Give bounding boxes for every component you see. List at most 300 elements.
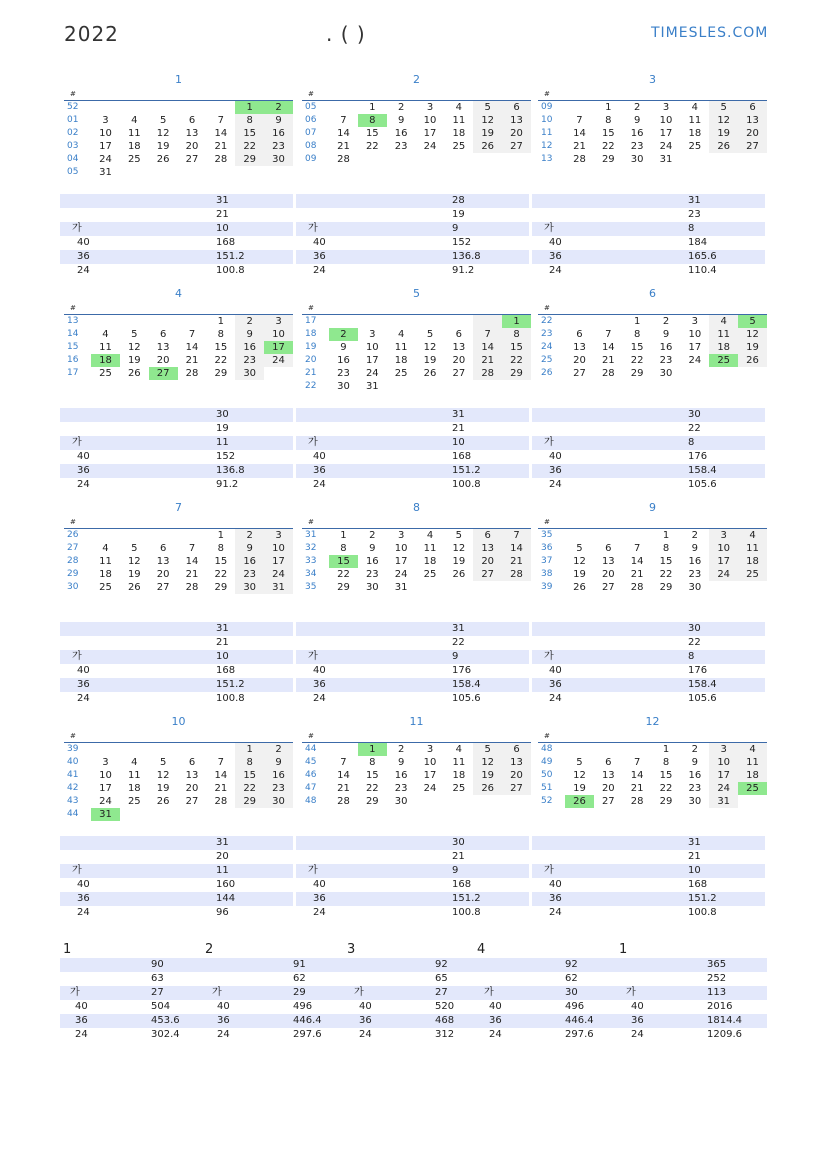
day-cell: [120, 101, 149, 114]
day-cell: 21: [214, 783, 228, 794]
summary-row: [60, 972, 202, 986]
day-cell: 30: [688, 582, 702, 593]
day-cell: 10: [99, 128, 112, 139]
day-cell: 2: [662, 316, 670, 327]
stats-row: [532, 450, 765, 464]
week-row: [64, 354, 293, 367]
stats-value: 22: [688, 423, 701, 434]
day-cell: 18: [688, 128, 702, 139]
stats-row: [296, 478, 529, 492]
stats-value: 31: [216, 623, 229, 634]
day-cell: 15: [365, 770, 379, 781]
day-cell: 11: [452, 115, 466, 126]
stats-value: 151.2: [452, 465, 481, 476]
month-title: 7: [175, 501, 182, 514]
week-row: [302, 756, 531, 769]
day-cell: 9: [369, 543, 376, 554]
stats-row: [60, 478, 293, 492]
day-cell: 12: [127, 342, 141, 353]
week-number: 34: [305, 569, 317, 579]
day-cell: 13: [156, 556, 170, 567]
quarter-summary: [344, 942, 474, 1042]
day-cell: 18: [127, 783, 141, 794]
month-days-grid: [64, 743, 293, 821]
stats-value: 19: [452, 209, 465, 220]
day-cell: 26: [738, 354, 767, 367]
summary-value: 27: [435, 987, 448, 998]
day-cell: [387, 380, 416, 393]
month-days-grid: [302, 315, 531, 393]
week-row: [64, 127, 293, 140]
day-cell: 14: [185, 342, 199, 353]
day-cell: 11: [688, 115, 702, 126]
stats-value: 158.4: [452, 679, 481, 690]
week-number: 30: [67, 582, 79, 592]
summary-value: 2016: [707, 1001, 733, 1012]
stats-value: 105.6: [688, 479, 717, 490]
day-cell: 21: [601, 355, 615, 366]
day-cell: 28: [337, 154, 350, 165]
day-cell: 20: [738, 127, 767, 140]
week-row: [302, 782, 531, 795]
summary-row: [344, 1028, 474, 1042]
brand-link[interactable]: TIMESLES.COM: [651, 25, 769, 41]
month-title: 9: [649, 501, 656, 514]
day-cell: 27: [502, 140, 531, 153]
day-cell: [329, 315, 358, 328]
summary-label: 36: [217, 1015, 230, 1026]
day-cell: 12: [156, 128, 170, 139]
day-cell: [502, 795, 531, 808]
day-cell: 3: [426, 744, 434, 755]
day-cell: 30: [394, 796, 408, 807]
day-cell: 9: [397, 115, 405, 126]
day-cell: [206, 166, 235, 179]
week-row: [302, 354, 531, 367]
week-number: 44: [67, 809, 79, 819]
week-row: [538, 114, 767, 127]
day-cell: 10: [423, 115, 437, 126]
stats-row: [532, 892, 765, 906]
week-number: 29: [67, 569, 79, 579]
day-cell: [594, 529, 623, 542]
week-number: 05: [67, 167, 79, 177]
stats-row: [60, 664, 293, 678]
stats-label: 40: [313, 665, 326, 676]
day-cell: 11: [99, 342, 112, 353]
stats-row: [296, 850, 529, 864]
day-cell: 3: [709, 529, 738, 542]
day-cell: 16: [235, 341, 264, 354]
holiday-day-cell: 27: [149, 367, 178, 380]
stats-value: 100.8: [216, 265, 245, 276]
summary-value: 365: [707, 959, 727, 970]
summary-row: [60, 1014, 202, 1028]
month-block: [302, 714, 531, 808]
week-number: 16: [67, 355, 79, 365]
month-stats: [296, 194, 529, 278]
day-cell: 12: [738, 328, 767, 341]
stats-label: 가: [544, 223, 554, 234]
month-days-grid: [538, 101, 767, 166]
week-number: 22: [305, 381, 317, 391]
stats-row: [296, 864, 529, 878]
month-block: [302, 500, 531, 594]
day-cell: 23: [235, 354, 264, 367]
stats-row: [296, 636, 529, 650]
stats-row: [532, 636, 765, 650]
stats-value: 151.2: [216, 679, 245, 690]
day-cell: 24: [264, 354, 293, 367]
stats-value: 152: [216, 451, 236, 462]
day-cell: 7: [633, 757, 641, 768]
month-stats: [60, 836, 293, 920]
stats-row: [532, 436, 765, 450]
day-cell: 17: [423, 128, 437, 139]
week-number: 46: [305, 770, 317, 780]
stats-value: 168: [216, 237, 236, 248]
week-number: 19: [305, 342, 317, 352]
day-cell: [473, 153, 502, 166]
week-row: [302, 529, 531, 542]
stats-row: [532, 222, 765, 236]
stats-label: 가: [308, 651, 318, 662]
day-cell: 8: [217, 543, 225, 554]
summary-value: 312: [435, 1029, 455, 1040]
summary-row: [616, 1028, 767, 1042]
stats-value: 110.4: [688, 265, 717, 276]
day-cell: 19: [473, 769, 502, 782]
week-row: [302, 315, 531, 328]
day-cell: [709, 581, 738, 594]
week-number: 39: [67, 744, 79, 754]
day-cell: 3: [369, 329, 376, 340]
week-row: [302, 153, 531, 166]
stats-label: 24: [313, 479, 326, 490]
week-number: 22: [541, 316, 553, 326]
day-cell: 24: [659, 141, 673, 152]
day-cell: 19: [452, 556, 466, 567]
stats-label: 가: [72, 651, 82, 662]
summary-value: 453.6: [151, 1015, 180, 1026]
summary-value: 252: [707, 973, 727, 984]
day-cell: 4: [691, 102, 699, 113]
month-days-grid: [64, 529, 293, 594]
day-cell: 30: [630, 154, 644, 165]
stats-label: 36: [549, 251, 562, 262]
quarter-summary: [474, 942, 616, 1042]
day-cell: 25: [127, 154, 141, 165]
stats-row: [296, 836, 529, 850]
stats-value: 11: [216, 865, 229, 876]
day-cell: [565, 101, 594, 114]
stats-value: 30: [452, 837, 465, 848]
day-cell: [623, 743, 652, 756]
stats-value: 176: [452, 665, 472, 676]
stats-value: 23: [688, 209, 701, 220]
summary-label: 40: [489, 1001, 502, 1012]
week-row: [538, 101, 767, 114]
stats-label: 36: [77, 893, 90, 904]
stats-row: [60, 236, 293, 250]
week-row: [64, 555, 293, 568]
day-cell: 18: [394, 355, 408, 366]
day-cell: [416, 581, 445, 594]
stats-row: [296, 264, 529, 278]
summary-label: 40: [217, 1001, 230, 1012]
day-cell: 1: [605, 102, 612, 113]
day-cell: [178, 529, 207, 542]
day-cell: 8: [369, 757, 376, 768]
stats-row: [296, 878, 529, 892]
summary-value: 297.6: [565, 1029, 594, 1040]
week-number-header: #: [302, 516, 531, 529]
holiday-day-cell: 17: [264, 341, 293, 354]
stats-row: [532, 836, 765, 850]
summary-row: [474, 986, 616, 1000]
day-cell: 14: [601, 342, 615, 353]
stats-label: 40: [77, 665, 90, 676]
stats-row: [60, 436, 293, 450]
day-cell: 17: [659, 128, 673, 139]
stats-value: 30: [688, 623, 701, 634]
stats-value: 21: [216, 209, 229, 220]
week-row: [538, 581, 767, 594]
week-row: [538, 529, 767, 542]
day-cell: [178, 743, 207, 756]
day-cell: 3: [264, 529, 293, 542]
day-cell: 11: [423, 543, 437, 554]
week-row: [538, 341, 767, 354]
stats-row: [532, 208, 765, 222]
summary-label: 24: [631, 1029, 644, 1040]
day-cell: [502, 581, 531, 594]
week-row: [302, 795, 531, 808]
day-cell: 14: [185, 556, 199, 567]
day-cell: 2: [235, 529, 264, 542]
summary-label: 24: [489, 1029, 502, 1040]
stats-label: 24: [549, 693, 562, 704]
day-cell: 1: [217, 530, 225, 541]
week-row: [538, 756, 767, 769]
day-cell: 3: [102, 115, 109, 126]
day-cell: 26: [452, 569, 466, 580]
stats-row: [60, 678, 293, 692]
day-cell: [91, 315, 120, 328]
stats-label: 가: [308, 437, 318, 448]
day-cell: 4: [131, 757, 138, 768]
week-number: 36: [541, 543, 553, 553]
stats-value: 105.6: [452, 693, 481, 704]
day-cell: 4: [397, 329, 405, 340]
summary-row: [60, 1028, 202, 1042]
day-cell: 10: [659, 115, 673, 126]
summary-value: 92: [565, 959, 578, 970]
day-cell: 1: [340, 530, 347, 541]
week-number: 52: [67, 102, 79, 112]
day-cell: 14: [573, 128, 586, 139]
week-row: [538, 555, 767, 568]
day-cell: 29: [365, 796, 379, 807]
week-number: 23: [541, 329, 553, 339]
day-cell: 6: [188, 115, 196, 126]
stats-row: [296, 906, 529, 920]
day-cell: 25: [738, 568, 767, 581]
day-cell: 1: [633, 316, 641, 327]
day-cell: 30: [235, 581, 264, 594]
day-cell: [120, 743, 149, 756]
week-number-header: #: [538, 88, 767, 101]
stats-value: 9: [452, 651, 459, 662]
day-cell: 5: [131, 329, 138, 340]
summary-value: 91: [293, 959, 306, 970]
day-cell: 6: [473, 529, 502, 542]
stats-label: 36: [313, 251, 326, 262]
day-cell: 11: [452, 757, 466, 768]
day-cell: 24: [264, 568, 293, 581]
day-cell: 4: [131, 115, 138, 126]
yearly-summary: [616, 942, 767, 1042]
day-cell: 13: [185, 128, 199, 139]
week-number: 49: [541, 757, 553, 767]
day-cell: 7: [633, 543, 641, 554]
day-cell: 5: [159, 115, 167, 126]
summary-value: 90: [151, 959, 164, 970]
day-cell: 28: [502, 568, 531, 581]
week-row: [64, 808, 293, 821]
quarter-summary: [202, 942, 344, 1042]
day-cell: 28: [185, 582, 199, 593]
week-row: [538, 153, 767, 166]
stats-row: [532, 692, 765, 706]
week-number: 27: [67, 543, 79, 553]
summary-value: 30: [565, 987, 578, 998]
day-cell: 23: [394, 141, 408, 152]
day-cell: 7: [473, 328, 502, 341]
day-cell: [149, 808, 178, 821]
day-cell: 16: [630, 128, 644, 139]
day-cell: 5: [709, 101, 738, 114]
day-cell: 23: [365, 569, 379, 580]
day-cell: [91, 529, 120, 542]
day-cell: 11: [738, 756, 767, 769]
day-cell: [738, 153, 767, 166]
holiday-day-cell: 26: [565, 795, 594, 808]
day-cell: [149, 166, 178, 179]
day-cell: 23: [659, 355, 673, 366]
week-number: 17: [67, 368, 79, 378]
day-cell: 24: [688, 355, 702, 366]
day-cell: [178, 315, 207, 328]
day-cell: 8: [235, 756, 264, 769]
day-cell: 19: [573, 783, 586, 794]
day-cell: 13: [473, 542, 502, 555]
day-cell: 31: [264, 581, 293, 594]
stats-value: 19: [216, 423, 229, 434]
day-cell: 30: [264, 795, 293, 808]
month-block: [538, 286, 767, 380]
month-title: 8: [413, 501, 420, 514]
summary-label: 가: [484, 987, 494, 998]
week-number: 14: [67, 329, 79, 339]
week-number: 12: [541, 141, 553, 151]
day-cell: 7: [188, 543, 196, 554]
month-title: 11: [409, 715, 424, 728]
stats-row: [60, 194, 293, 208]
stats-label: 24: [549, 907, 562, 918]
day-cell: [444, 153, 473, 166]
summary-row: [474, 958, 616, 972]
week-row: [538, 743, 767, 756]
stats-value: 168: [452, 879, 472, 890]
day-cell: 1: [369, 102, 376, 113]
week-row: [64, 769, 293, 782]
week-row: [302, 367, 531, 380]
day-cell: 12: [573, 556, 586, 567]
day-cell: [502, 380, 531, 393]
day-cell: 17: [365, 355, 379, 366]
stats-value: 8: [688, 437, 695, 448]
day-cell: 28: [337, 796, 350, 807]
day-cell: [149, 315, 178, 328]
stats-value: 158.4: [688, 679, 717, 690]
summary-label: 가: [354, 987, 364, 998]
stats-row: [532, 906, 765, 920]
week-number-header: #: [302, 302, 531, 315]
day-cell: [444, 581, 473, 594]
day-cell: [264, 367, 293, 380]
week-row: [64, 101, 293, 114]
summary-label: 36: [489, 1015, 502, 1026]
day-cell: 22: [235, 140, 264, 153]
day-cell: [473, 581, 502, 594]
stats-row: [296, 250, 529, 264]
day-cell: 3: [426, 102, 434, 113]
day-cell: 20: [601, 569, 615, 580]
day-cell: 20: [502, 769, 531, 782]
day-cell: 22: [235, 782, 264, 795]
day-cell: 9: [235, 328, 264, 341]
day-cell: 26: [573, 582, 586, 593]
stats-value: 8: [688, 223, 695, 234]
day-cell: 9: [691, 543, 699, 554]
day-cell: 22: [601, 141, 615, 152]
day-cell: 5: [576, 757, 583, 768]
month-title: 10: [171, 715, 186, 728]
month-block: [538, 500, 767, 594]
stats-row: [532, 622, 765, 636]
day-cell: [387, 315, 416, 328]
day-cell: 14: [630, 556, 644, 567]
stats-label: 36: [313, 465, 326, 476]
day-cell: 3: [397, 530, 405, 541]
day-cell: 28: [573, 154, 586, 165]
day-cell: 19: [573, 569, 586, 580]
day-cell: 31: [394, 582, 408, 593]
day-cell: 24: [423, 141, 437, 152]
week-row: [302, 114, 531, 127]
week-row: [538, 315, 767, 328]
stats-row: [60, 836, 293, 850]
day-cell: [178, 101, 207, 114]
day-cell: 19: [738, 341, 767, 354]
day-cell: 18: [127, 141, 141, 152]
summary-row: [344, 1000, 474, 1014]
week-row: [302, 101, 531, 114]
day-cell: 29: [337, 582, 350, 593]
stats-value: 22: [452, 637, 465, 648]
week-row: [64, 140, 293, 153]
